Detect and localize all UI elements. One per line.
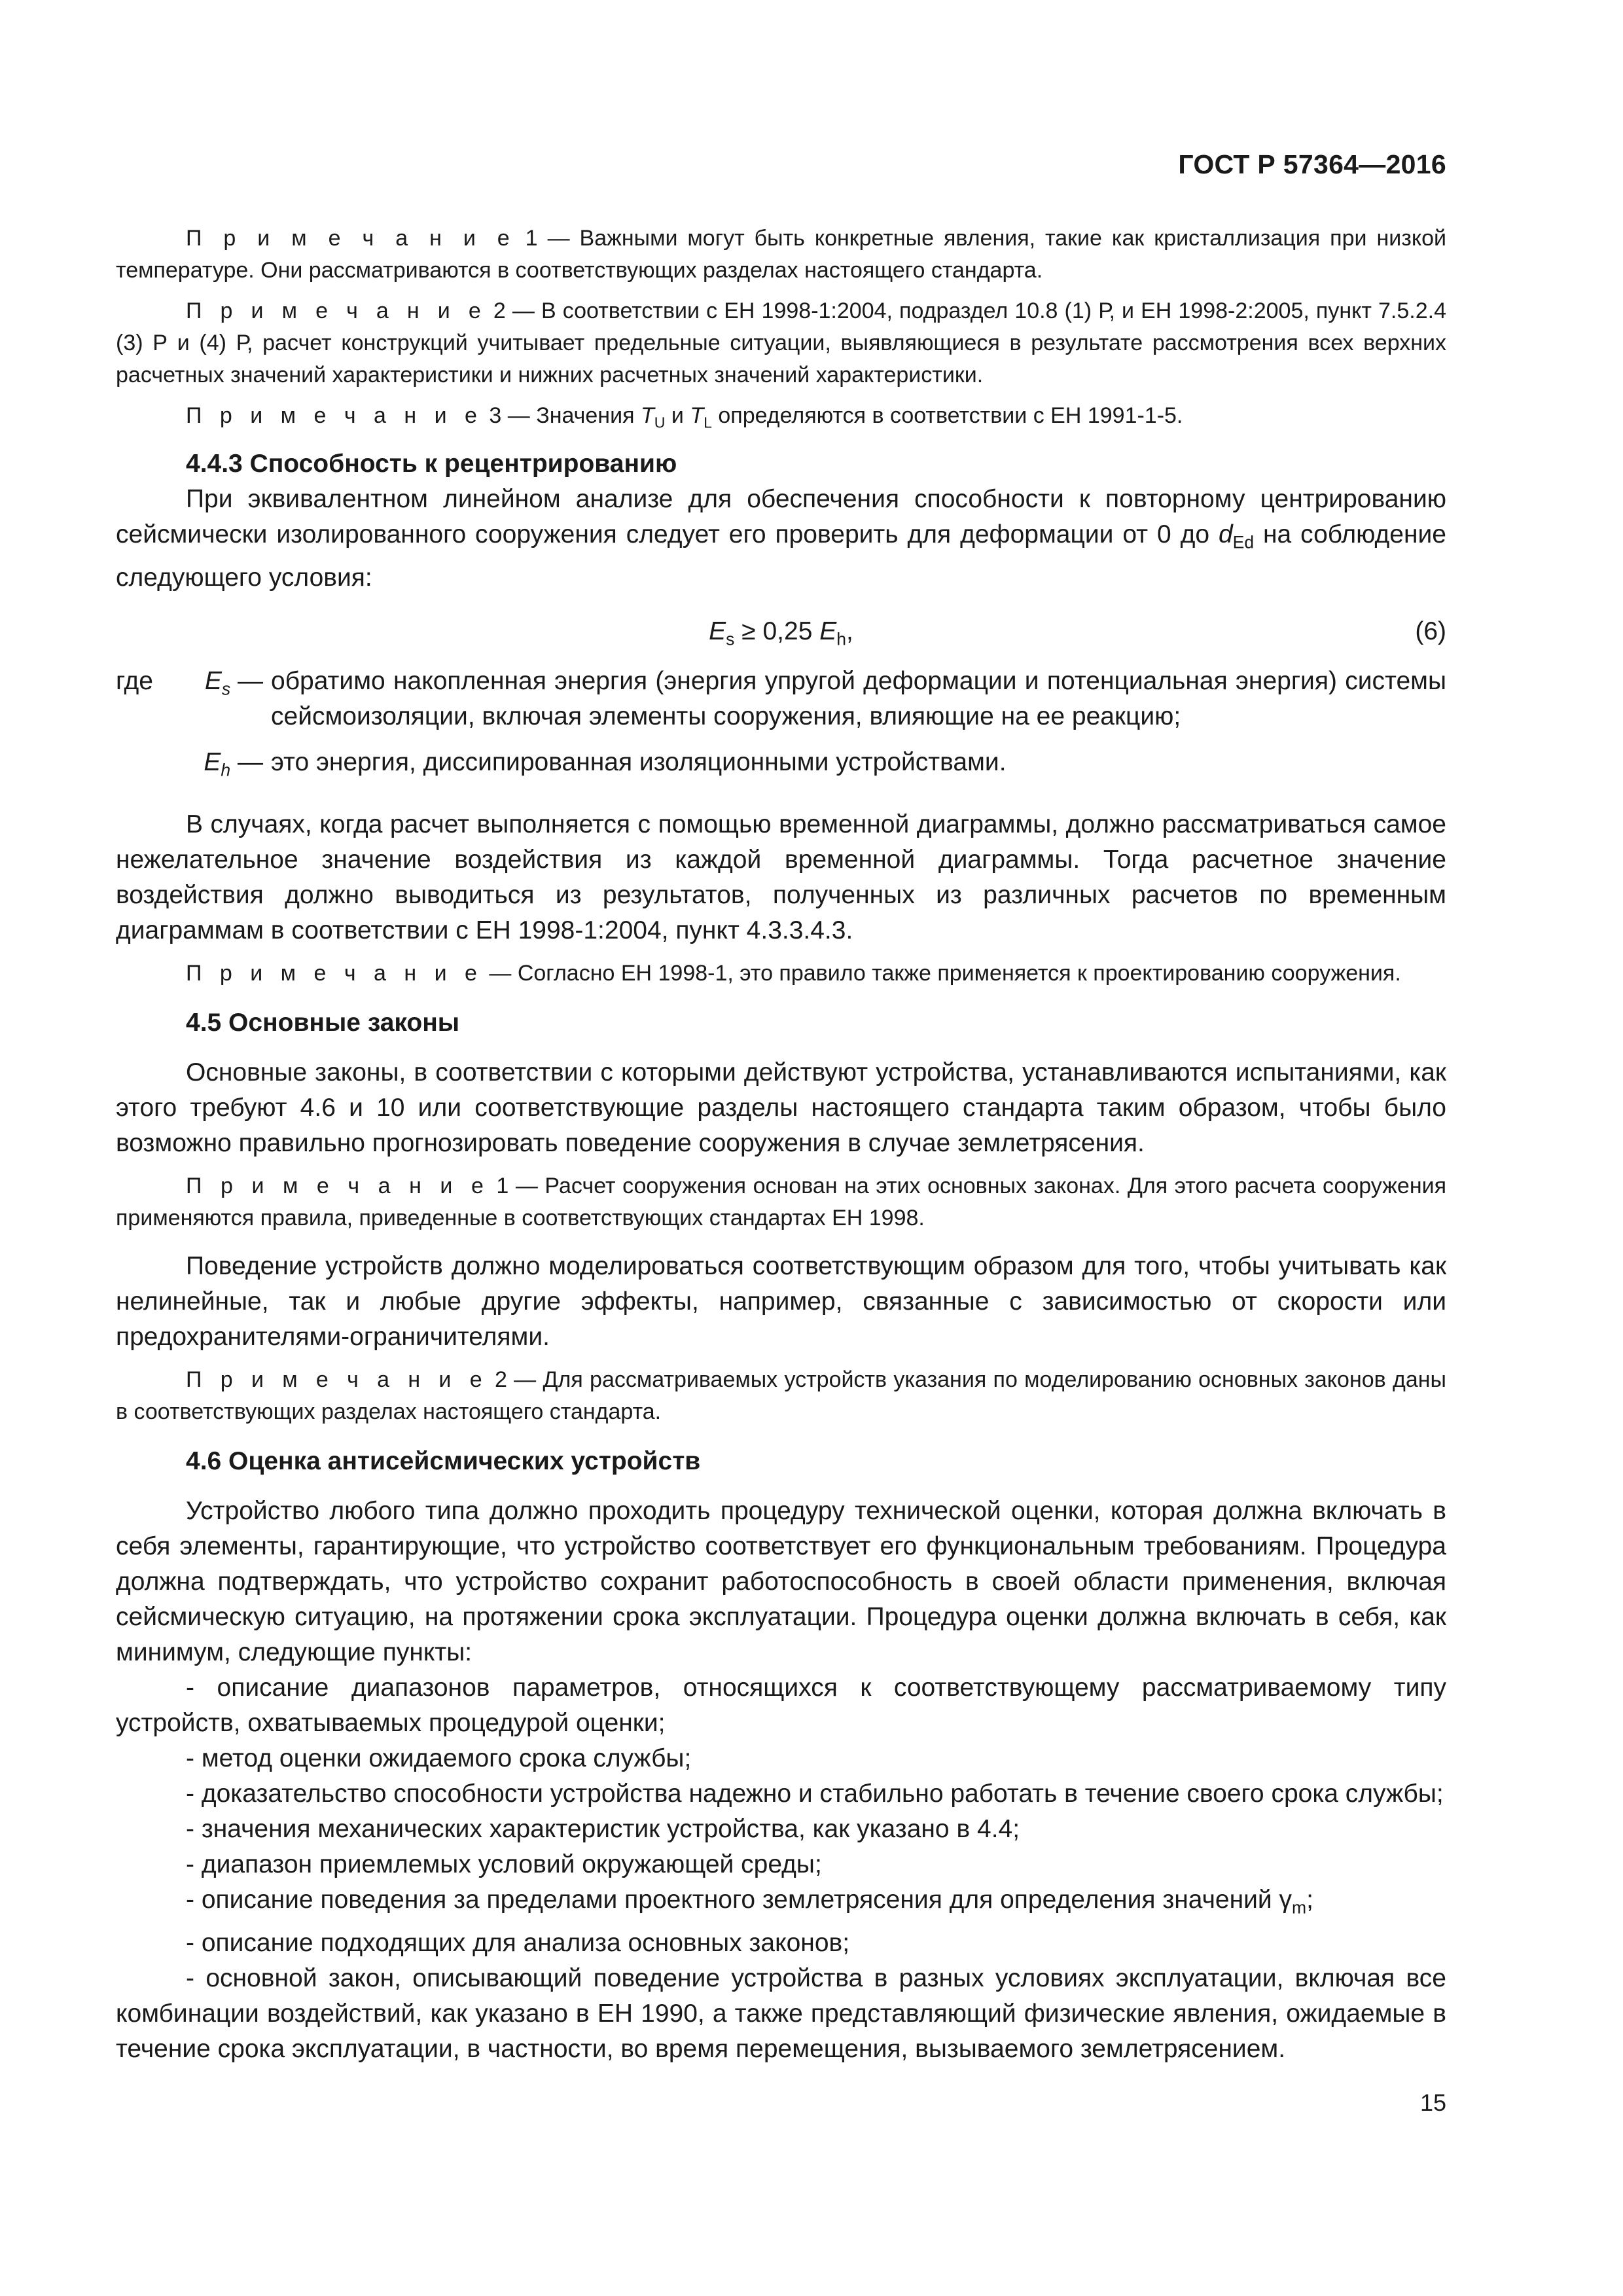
- note-text: 2 — Для рассматриваемых устройств указания по моделированию основных законов даны в соответствующих разделах настоящего стандарта.: [116, 1367, 1446, 1425]
- symbol-tu: [640, 403, 666, 431]
- paragraph-text: на соблюдение следующего условия:: [116, 520, 1446, 592]
- note-label: П р и м е ч а н и е: [186, 403, 483, 428]
- note-label: П р и м е ч а н и е: [186, 226, 516, 251]
- section-heading-4-4-3: 4.4.3 Способность к рецентрированию: [186, 450, 677, 478]
- symbol-e: E: [819, 617, 837, 645]
- note-text: определяются в соответствии с ЕН 1991-1-5.: [711, 403, 1183, 428]
- formula-relation: ≥ 0,25: [734, 617, 820, 645]
- definition-symbol: [191, 664, 271, 706]
- list-item-text: - описание поведения за пределами проектного землетрясения для определения значений: [186, 1886, 1279, 1914]
- note-3: [116, 400, 1446, 439]
- section-4-6-paragraph-1: Устройство любого типа должно проходить процедуру технической оценки, которая должна включать в себя элементы, гарантирующие, что устройство соответствует его функциональным требованиям. Процедура должна подтверждать, что устройство сохранит работоспособность в своей области применения, включая сейсмическую ситуацию, на протяжении срока эксплуатации. Процедура оценки должна включать в себя, как минимум, следующие пункты:: [116, 1497, 1446, 1667]
- subscript-ed: Ed: [1232, 532, 1255, 552]
- note-text: 2 — В соответствии с ЕН 1998-1:2004, подраздел 10.8 (1) Р, и ЕН 1998-2:2005, пункт 7.5.2.4 (3) Р и (4) Р, расчет конструкций учитывает предельные ситуации, выявляющиеся в результате рассмотрения всех верхних расчетных значений характеристики и нижних расчетных значений характеристики.: [116, 298, 1446, 387]
- definition-dash: —: [230, 747, 263, 776]
- subscript-s: s: [221, 679, 231, 699]
- symbol-e: E: [709, 617, 726, 645]
- note-text: — Согласно ЕН 1998-1, это правило также применяется к проектированию сооружения.: [482, 961, 1401, 986]
- formula-definitions: [116, 664, 1446, 787]
- symbol-tl: [690, 403, 712, 431]
- note-label: П р и м е ч а н и е: [186, 1174, 490, 1199]
- list-item: - основной закон, описывающий поведение устройства в разных условиях эксплуатации, включая все комбинации воздействий, как указано в ЕН 1990, а также представляющий физические явления, ожидаемые в течение срока эксплуатации, в частности, во время перемещения, вызываемого землетрясением.: [116, 1964, 1446, 2063]
- equation-number: (6): [1415, 617, 1446, 645]
- subscript-h: h: [221, 760, 231, 780]
- note-4-5-1: [116, 1170, 1446, 1234]
- page-content: [116, 223, 1446, 2067]
- assessment-items-list: [116, 1670, 1446, 2066]
- section-4-5-paragraph-1: Основные законы, в соответствии с которыми действуют устройства, устанавливаются испытаниями, как этого требуют 4.6 и 10 или соответствующие разделы настоящего стандарта таким образом, чтобы было возможно правильно прогнозировать поведение сооружения в случае землетрясения.: [116, 1058, 1446, 1158]
- list-item: - доказательство способности устройства надежно и стабильно работать в течение своего срока службы;: [186, 1780, 1444, 1808]
- definition-symbol: [191, 745, 271, 787]
- note-4-5-2: [116, 1364, 1446, 1428]
- note-text: 1 — Расчет сооружения основан на этих основных законах. Для этого расчета сооружения применяются правила, приведенные в соответствующих стандартах ЕН 1998.: [116, 1174, 1446, 1231]
- note-2: [116, 295, 1446, 391]
- note-text: 3 — Значения: [482, 403, 641, 428]
- list-item: - описание подходящих для анализа основных законов;: [186, 1928, 850, 1957]
- symbol-t: T: [690, 403, 704, 428]
- subscript-u: U: [654, 414, 666, 431]
- note-text: 1 — Важными могут быть конкретные явления, такие как кристаллизация при низкой температуре. Они рассматриваются в соответствующих разделах настоящего стандарта.: [116, 226, 1446, 283]
- symbol-e: E: [204, 747, 221, 776]
- symbol-ded: [1218, 520, 1255, 552]
- definition-row: [116, 664, 1446, 734]
- formula-6: [116, 606, 1446, 657]
- list-item-text: ;: [1306, 1886, 1313, 1914]
- section-4-5-paragraph-2: Поведение устройств должно моделироваться соответствующим образом для того, чтобы учитывать как нелинейные, так и любые другие эффекты, например, связанные с зависимостью от скорости или предохранителями-ограничителями.: [116, 1252, 1446, 1352]
- definition-text: обратимо накопленная энергия (энергия упругой деформации и потенциальная энергия) системы сейсмоизоляции, включая элементы сооружения, влияющие на ее реакцию;: [271, 666, 1446, 730]
- symbol-e: E: [204, 666, 222, 695]
- list-item: [116, 1882, 1446, 1925]
- definition-row: [116, 745, 1446, 787]
- section-4-4-3-paragraph: [116, 482, 1446, 595]
- where-keyword: где: [116, 666, 153, 695]
- paragraph-text: При эквивалентном линейном анализе для обеспечения способности к повторному центрированию сейсмически изолированного сооружения следует его проверить для деформации от 0 до: [116, 485, 1446, 549]
- section-4-4-3-paragraph-2: В случаях, когда расчет выполняется с помощью временной диаграммы, должно рассматриваться самое нежелательное значение воздействия из каждой временной диаграммы. Тогда расчетное значение воздействия должно выводиться из результатов, полученных из различных расчетов по временным диаграммам в соответствии с ЕН 1998-1:2004, пункт 4.3.3.4.3.: [116, 810, 1446, 945]
- formula-expression: [116, 606, 1446, 664]
- note-label: П р и м е ч а н и е: [186, 298, 487, 323]
- subscript-s: s: [726, 629, 735, 649]
- list-item: - метод оценки ожидаемого срока службы;: [186, 1744, 692, 1773]
- subscript-l: L: [704, 414, 712, 431]
- note-text: и: [665, 403, 690, 428]
- document-header-standard-id: ГОСТ Р 57364—2016: [1178, 149, 1446, 179]
- symbol-d: d: [1218, 520, 1233, 549]
- section-heading-4-5: 4.5 Основные законы: [186, 1009, 460, 1037]
- definition-dash: —: [230, 666, 263, 695]
- note-label: П р и м е ч а н и е: [186, 1367, 488, 1393]
- subscript-h: h: [836, 629, 847, 649]
- page-number: 15: [1419, 2089, 1446, 2116]
- note-4-4-3: [116, 958, 1446, 990]
- list-item: - значения механических характеристик устройства, как указано в 4.4;: [186, 1815, 1020, 1844]
- symbol-t: T: [640, 403, 654, 428]
- symbol-gamma: γ: [1279, 1886, 1293, 1914]
- subscript-m: m: [1292, 1897, 1307, 1918]
- note-label: П р и м е ч а н и е: [186, 961, 483, 986]
- definition-text: это энергия, диссипированная изоляционными устройствами.: [271, 747, 1007, 776]
- section-heading-4-6: 4.6 Оценка антисейсмических устройств: [186, 1447, 701, 1476]
- list-item: - описание диапазонов параметров, относящихся к соответствующему рассматриваемому типу устройств, охватываемых процедурой оценки;: [116, 1674, 1446, 1738]
- formula-tail: ,: [846, 617, 853, 645]
- note-1: [116, 223, 1446, 287]
- list-item: - диапазон приемлемых условий окружающей среды;: [186, 1850, 822, 1879]
